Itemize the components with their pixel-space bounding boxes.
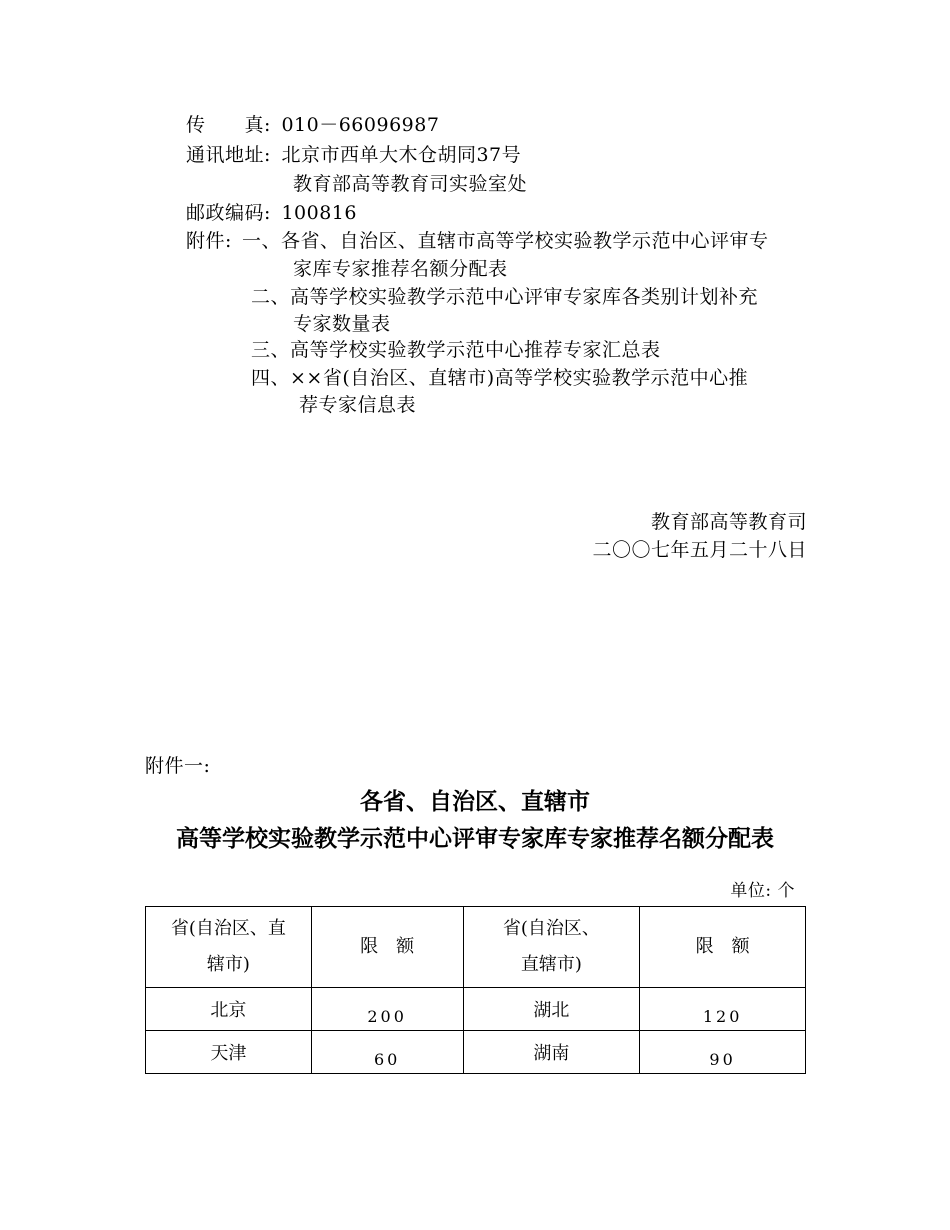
quota-value: 60 [373, 1049, 401, 1069]
attachment-item-1-line-2: 家库专家推荐名额分配表 [293, 258, 508, 280]
header-province-a [146, 907, 312, 988]
postcode-label: 邮政编码: [186, 202, 271, 224]
province-cell: 北京 [146, 988, 312, 1031]
table-header-row [146, 907, 806, 988]
header-province-a-line-1: 省(自治区、直 [170, 918, 286, 939]
address-value-2: 教育部高等教育司实验室处 [293, 173, 528, 195]
appendix-title-line-1: 各省、自治区、直辖市 [360, 788, 590, 815]
attachment-item-1-line-1: 一、各省、自治区、直辖市高等学校实验教学示范中心评审专 [242, 230, 769, 252]
header-quota-b: 限 额 [640, 907, 806, 988]
attachment-item-2-line-1: 二、高等学校实验教学示范中心评审专家库各类别计划补充 [251, 286, 759, 308]
header-province-b-line-1: 省(自治区、 [502, 918, 600, 939]
attachments-label: 附件: [186, 230, 232, 252]
province-cell: 天津 [146, 1031, 312, 1074]
quota-table [145, 906, 806, 1074]
postcode-value: 100816 [281, 202, 357, 224]
address-label: 通讯地址: [186, 144, 271, 166]
header-province-b [463, 907, 640, 988]
attachment-item-2-line-2: 专家数量表 [293, 313, 391, 335]
attachment-item-4-line-1: 四、××省(自治区、直辖市)高等学校实验教学示范中心推 [251, 367, 749, 389]
attachment-item-4-line-2: 荐专家信息表 [299, 394, 417, 416]
table-row [146, 1031, 806, 1074]
fax-value: 010－66096987 [281, 114, 440, 136]
header-quota-a: 限 额 [311, 907, 463, 988]
province-cell: 湖南 [463, 1031, 640, 1074]
quota-value: 200 [367, 1006, 407, 1026]
fax-line [186, 113, 439, 137]
signature-org: 教育部高等教育司 [650, 511, 807, 533]
province-cell: 湖北 [463, 988, 640, 1031]
signature-date: 二〇〇七年五月二十八日 [592, 539, 807, 561]
address-line [186, 143, 521, 167]
appendix-title-line-2: 高等学校实验教学示范中心评审专家库专家推荐名额分配表 [176, 825, 774, 852]
attachment-item-3: 三、高等学校实验教学示范中心推荐专家汇总表 [251, 339, 661, 361]
fax-label: 传 真: [186, 114, 271, 136]
quota-value: 90 [709, 1049, 736, 1069]
header-province-a-line-2: 辖市) [206, 954, 250, 975]
quota-cell [311, 1031, 463, 1074]
unit-label: 单位: 个 [730, 881, 795, 901]
address-value-1: 北京市西单大木仓胡同37号 [281, 144, 522, 166]
quota-value: 120 [702, 1006, 743, 1026]
table-row [146, 988, 806, 1031]
postcode-line [186, 201, 357, 225]
quota-cell [640, 988, 806, 1031]
appendix-label: 附件一: [145, 755, 211, 777]
header-province-b-line-2: 直辖市) [520, 954, 582, 975]
quota-cell [311, 988, 463, 1031]
quota-cell [640, 1031, 806, 1074]
